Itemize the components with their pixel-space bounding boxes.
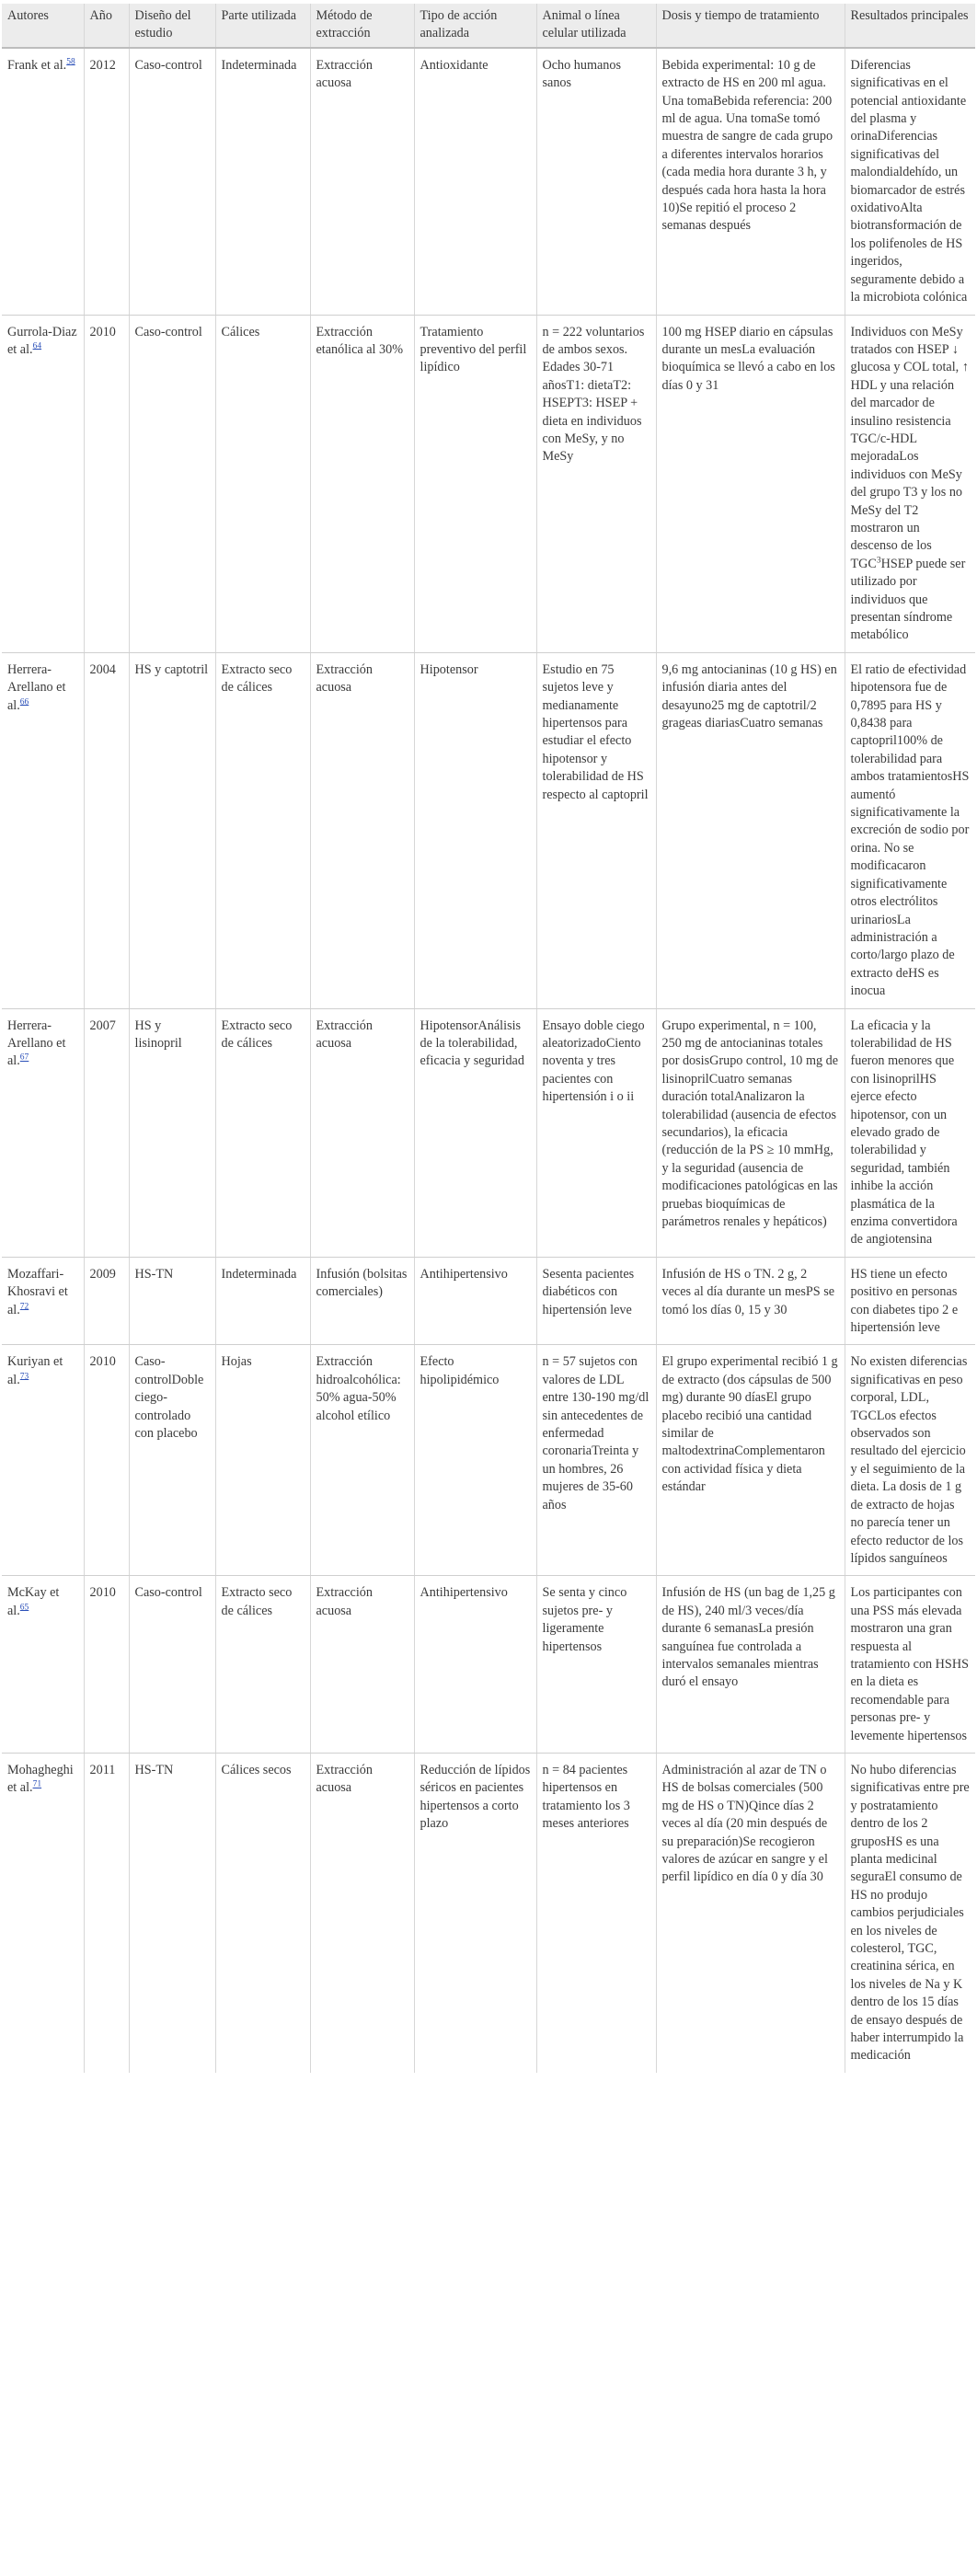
cell-subject: Ensayo doble ciego aleatorizadoCiento noventa y tres pacientes con hipertensión i o ii [536, 1008, 656, 1257]
cell-dose: Infusión de HS (un bag de 1,25 g de HS), 240 ml/3 veces/día durante 6 semanasLa presión sanguínea fue controlada a intervalos semanales mientras duró el ensayo [656, 1576, 845, 1754]
cell-method: Extracción hidroalcohólica: 50% agua-50% alcohol etílico [310, 1345, 414, 1576]
author-name: Herrera-Arellano et al. [7, 661, 66, 713]
reference-link[interactable]: 71 [32, 1779, 42, 1789]
cell-year: 2012 [84, 48, 129, 315]
cell-action: Tratamiento preventivo del perfil lipídico [414, 315, 536, 652]
cell-dose: Infusión de HS o TN. 2 g, 2 veces al día durante un mesPS se tomó los días 0, 15 y 30 [656, 1257, 845, 1345]
cell-method: Infusión (bolsitas comerciales) [310, 1257, 414, 1345]
cell-action: HipotensorAnálisis de la tolerabilidad, eficacia y seguridad [414, 1008, 536, 1257]
author-name: Gurrola-Diaz et al. [7, 324, 77, 357]
cell-action: Antihipertensivo [414, 1257, 536, 1345]
cell-author [2, 1753, 84, 2072]
header-authors: Autores [2, 4, 84, 48]
cell-design: HS y lisinopril [129, 1008, 215, 1257]
header-part: Parte utilizada [215, 4, 310, 48]
cell-method: Extracción acuosa [310, 652, 414, 1008]
table-row [2, 1753, 975, 2072]
results-text: HSEP puede ser utilizado por individuos que presentan síndrome metabólico [850, 556, 966, 643]
reference-link[interactable]: 58 [66, 57, 75, 67]
cell-action: Hipotensor [414, 652, 536, 1008]
header-results: Resultados principales [845, 4, 975, 48]
reference-link[interactable]: 65 [19, 1602, 29, 1612]
cell-design: Caso-control [129, 1576, 215, 1754]
header-subject: Animal o línea celular utilizada [536, 4, 656, 48]
cell-design: HS-TN [129, 1257, 215, 1345]
cell-dose: El grupo experimental recibió 1 g de extracto (dos cápsulas de 500 mg) durante 90 díasEl grupo placebo recibió una cantidad similar de maltodextrinaComplementaron con actividad física y dieta estándar [656, 1345, 845, 1576]
table-row [2, 1008, 975, 1257]
cell-year: 2009 [84, 1257, 129, 1345]
reference-link[interactable]: 73 [19, 1372, 29, 1382]
author-name: Mozaffari-Khosravi et al. [7, 1266, 68, 1317]
cell-subject: n = 222 voluntarios de ambos sexos. Edades 30-71 añosT1: dietaT2: HSEPT3: HSEP + dieta en individuos con MeSy, y no MeSy [536, 315, 656, 652]
cell-results: Diferencias significativas en el potencial antioxidante del plasma y orinaDiferencias significativas del malondialdehído, un biomarcador de estrés oxidativoAlta biotransformación de los polifenoles de HS ingeridos, seguramente debido a la microbiota colónica [845, 48, 975, 315]
table-row [2, 48, 975, 315]
cell-year: 2010 [84, 1345, 129, 1576]
author-name: Kuriyan et al. [7, 1354, 63, 1387]
cell-author [2, 1345, 84, 1576]
cell-year: 2007 [84, 1008, 129, 1257]
header-action: Tipo de acción analizada [414, 4, 536, 48]
cell-action: Antihipertensivo [414, 1576, 536, 1754]
results-superscript: 3 [876, 556, 881, 566]
author-name: Frank et al. [7, 57, 67, 73]
reference-link[interactable]: 72 [19, 1301, 29, 1311]
cell-subject: Se senta y cinco sujetos pre- y ligeramente hipertensos [536, 1576, 656, 1754]
cell-year: 2011 [84, 1753, 129, 2072]
table-row [2, 1345, 975, 1576]
cell-design: HS y captotril [129, 652, 215, 1008]
cell-action: Antioxidante [414, 48, 536, 315]
studies-table [2, 4, 975, 2073]
reference-link[interactable]: 64 [32, 341, 42, 351]
cell-author [2, 652, 84, 1008]
header-design: Diseño del estudio [129, 4, 215, 48]
cell-action: Efecto hipolipidémico [414, 1345, 536, 1576]
cell-author [2, 315, 84, 652]
cell-dose: Administración al azar de TN o HS de bolsas comerciales (500 mg de HS o TN)Qince días 2 veces al día (20 min después de su preparación)Se recogieron valores de azúcar en sangre y el perfil lipídico en día 0 y día 30 [656, 1753, 845, 2072]
cell-part: Hojas [215, 1345, 310, 1576]
table-row [2, 1576, 975, 1754]
cell-method: Extracción etanólica al 30% [310, 315, 414, 652]
cell-method: Extracción acuosa [310, 48, 414, 315]
cell-results: No hubo diferencias significativas entre pre y postratamiento dentro de los 2 gruposHS es una planta medicinal seguraEl consumo de HS no produjo cambios perjudiciales en los niveles de colesterol, TGC, creatinina sérica, en los niveles de Na y K dentro de los 15 días de ensayo después de haber interrumpido la medicación [850, 1762, 970, 2064]
cell-method: Extracción acuosa [310, 1576, 414, 1754]
cell-results [845, 315, 975, 652]
cell-year: 2010 [84, 1576, 129, 1754]
cell-results: No existen diferencias significativas en peso corporal, LDL, TGCLos efectos observados son resultado del ejercicio y el seguimiento de la dieta. La dosis de 1 g de extracto de hojas no parecía tener un efecto reductor de los lípidos sanguíneos [845, 1345, 975, 1576]
cell-part: Indeterminada [215, 1257, 310, 1345]
cell-action: Reducción de lípidos séricos en pacientes hipertensos a corto plazo [414, 1753, 536, 2072]
header-method: Método de extracción [310, 4, 414, 48]
cell-results: Los participantes con una PSS más elevada mostraron una gran respuesta al tratamiento con HSHS en la dieta es recomendable para personas pre- y levemente hipertensos [845, 1576, 975, 1754]
author-name: Herrera-Arellano et al. [7, 1018, 66, 1069]
cell-part: Extracto seco de cálices [215, 1008, 310, 1257]
cell-part: Cálices secos [215, 1753, 310, 2072]
cell-method: Extracción acuosa [310, 1753, 414, 2072]
cell-design: Caso-control [129, 48, 215, 315]
cell-dose: 9,6 mg antocianinas (10 g HS) en infusión diaria antes del desayuno25 mg de captotril/2 grageas diariasCuatro semanas [656, 652, 845, 1008]
cell-subject: Ocho humanos sanos [536, 48, 656, 315]
table-row [2, 652, 975, 1008]
results-text: Individuos con MeSy tratados con HSEP ↓ glucosa y COL total, ↑ HDL y una relación del marcador de insulino resistencia TGC/c-HDL mejoradaLos individuos con MeSy del grupo T3 y los no MeSy del T2 mostraron un descenso de los TGC [850, 324, 969, 571]
cell-subject: n = 84 pacientes hipertensos en tratamiento los 3 meses anteriores [536, 1753, 656, 2072]
cell-design: Caso-control [129, 315, 215, 652]
cell-year: 2010 [84, 315, 129, 652]
cell-part: Indeterminada [215, 48, 310, 315]
cell-part: Cálices [215, 315, 310, 652]
table-row [2, 1257, 975, 1345]
cell-results: La eficacia y la tolerabilidad de HS fueron menores que con lisinoprilHS ejerce efecto hipotensor, con un elevado grado de tolerabilidad y seguridad, también inhibe la acción plasmática de la enzima convertidora de angiotensina [845, 1008, 975, 1257]
cell-dose: Grupo experimental, n = 100, 250 mg de antocianinas totales por dosisGrupo control, 10 mg de lisinoprilCuatro semanas duración totalAnalizaron la tolerabilidad (ausencia de efectos secundarios), la eficacia (reducción de la PS ≥ 10 mmHg, y la seguridad (ausencia de modificaciones patológicas en las pruebas bioquímicas de parámetros renales y hepáticos) [656, 1008, 845, 1257]
author-name: Mohagheghi et al. [7, 1762, 74, 1796]
cell-design: HS-TN [129, 1753, 215, 2072]
reference-link[interactable]: 67 [19, 1052, 29, 1063]
cell-author [2, 48, 84, 315]
header-dose: Dosis y tiempo de tratamiento [656, 4, 845, 48]
cell-part: Extracto seco de cálices [215, 652, 310, 1008]
cell-subject: Estudio en 75 sujetos leve y medianamente hipertensos para estudiar el efecto hipotensor y tolerabilidad de HS respecto al captopril [536, 652, 656, 1008]
cell-author [2, 1257, 84, 1345]
cell-subject: Sesenta pacientes diabéticos con hipertensión leve [536, 1257, 656, 1345]
table-row [2, 315, 975, 652]
author-name: McKay et al. [7, 1585, 60, 1618]
cell-part: Extracto seco de cálices [215, 1576, 310, 1754]
cell-dose: 100 mg HSEP diario en cápsulas durante un mesLa evaluación bioquímica se llevó a cabo en los días 0 y 31 [656, 315, 845, 652]
cell-author [2, 1008, 84, 1257]
cell-method: Extracción acuosa [310, 1008, 414, 1257]
cell-subject: n = 57 sujetos con valores de LDL entre 130-190 mg/dl sin antecedentes de enfermedad coronariaTreinta y un hombres, 26 mujeres de 35-60 años [536, 1345, 656, 1576]
header-year: Año [84, 4, 129, 48]
reference-link[interactable]: 66 [19, 696, 29, 707]
cell-dose: Bebida experimental: 10 g de extracto de HS en 200 ml agua. Una tomaBebida referencia: 200 ml de agua. Una tomaSe tomó muestra de sangre de cada grupo a diferentes intervalos horarios (cada media hora durante 3 h, y después cada hora hasta la hora 10)Se repitió el proceso 2 semanas después [656, 48, 845, 315]
table-header-row [2, 4, 975, 48]
cell-author [2, 1576, 84, 1754]
cell-year: 2004 [84, 652, 129, 1008]
cell-results: El ratio de efectividad hipotensora fue de 0,7895 para HS y 0,8438 para captopril100% de tolerabilidad para ambos tratamientosHS aumentó significativamente la excreción de sodio por orina. No se modificacaron significativamente otros electrólitos urinariosLa administración a corto/largo plazo de extracto deHS es inocua [845, 652, 975, 1008]
cell-design: Caso-controlDoble ciego-controlado con placebo [129, 1345, 215, 1576]
cell-results: HS tiene un efecto positivo en personas con diabetes tipo 2 e hipertensión leve [845, 1257, 975, 1345]
